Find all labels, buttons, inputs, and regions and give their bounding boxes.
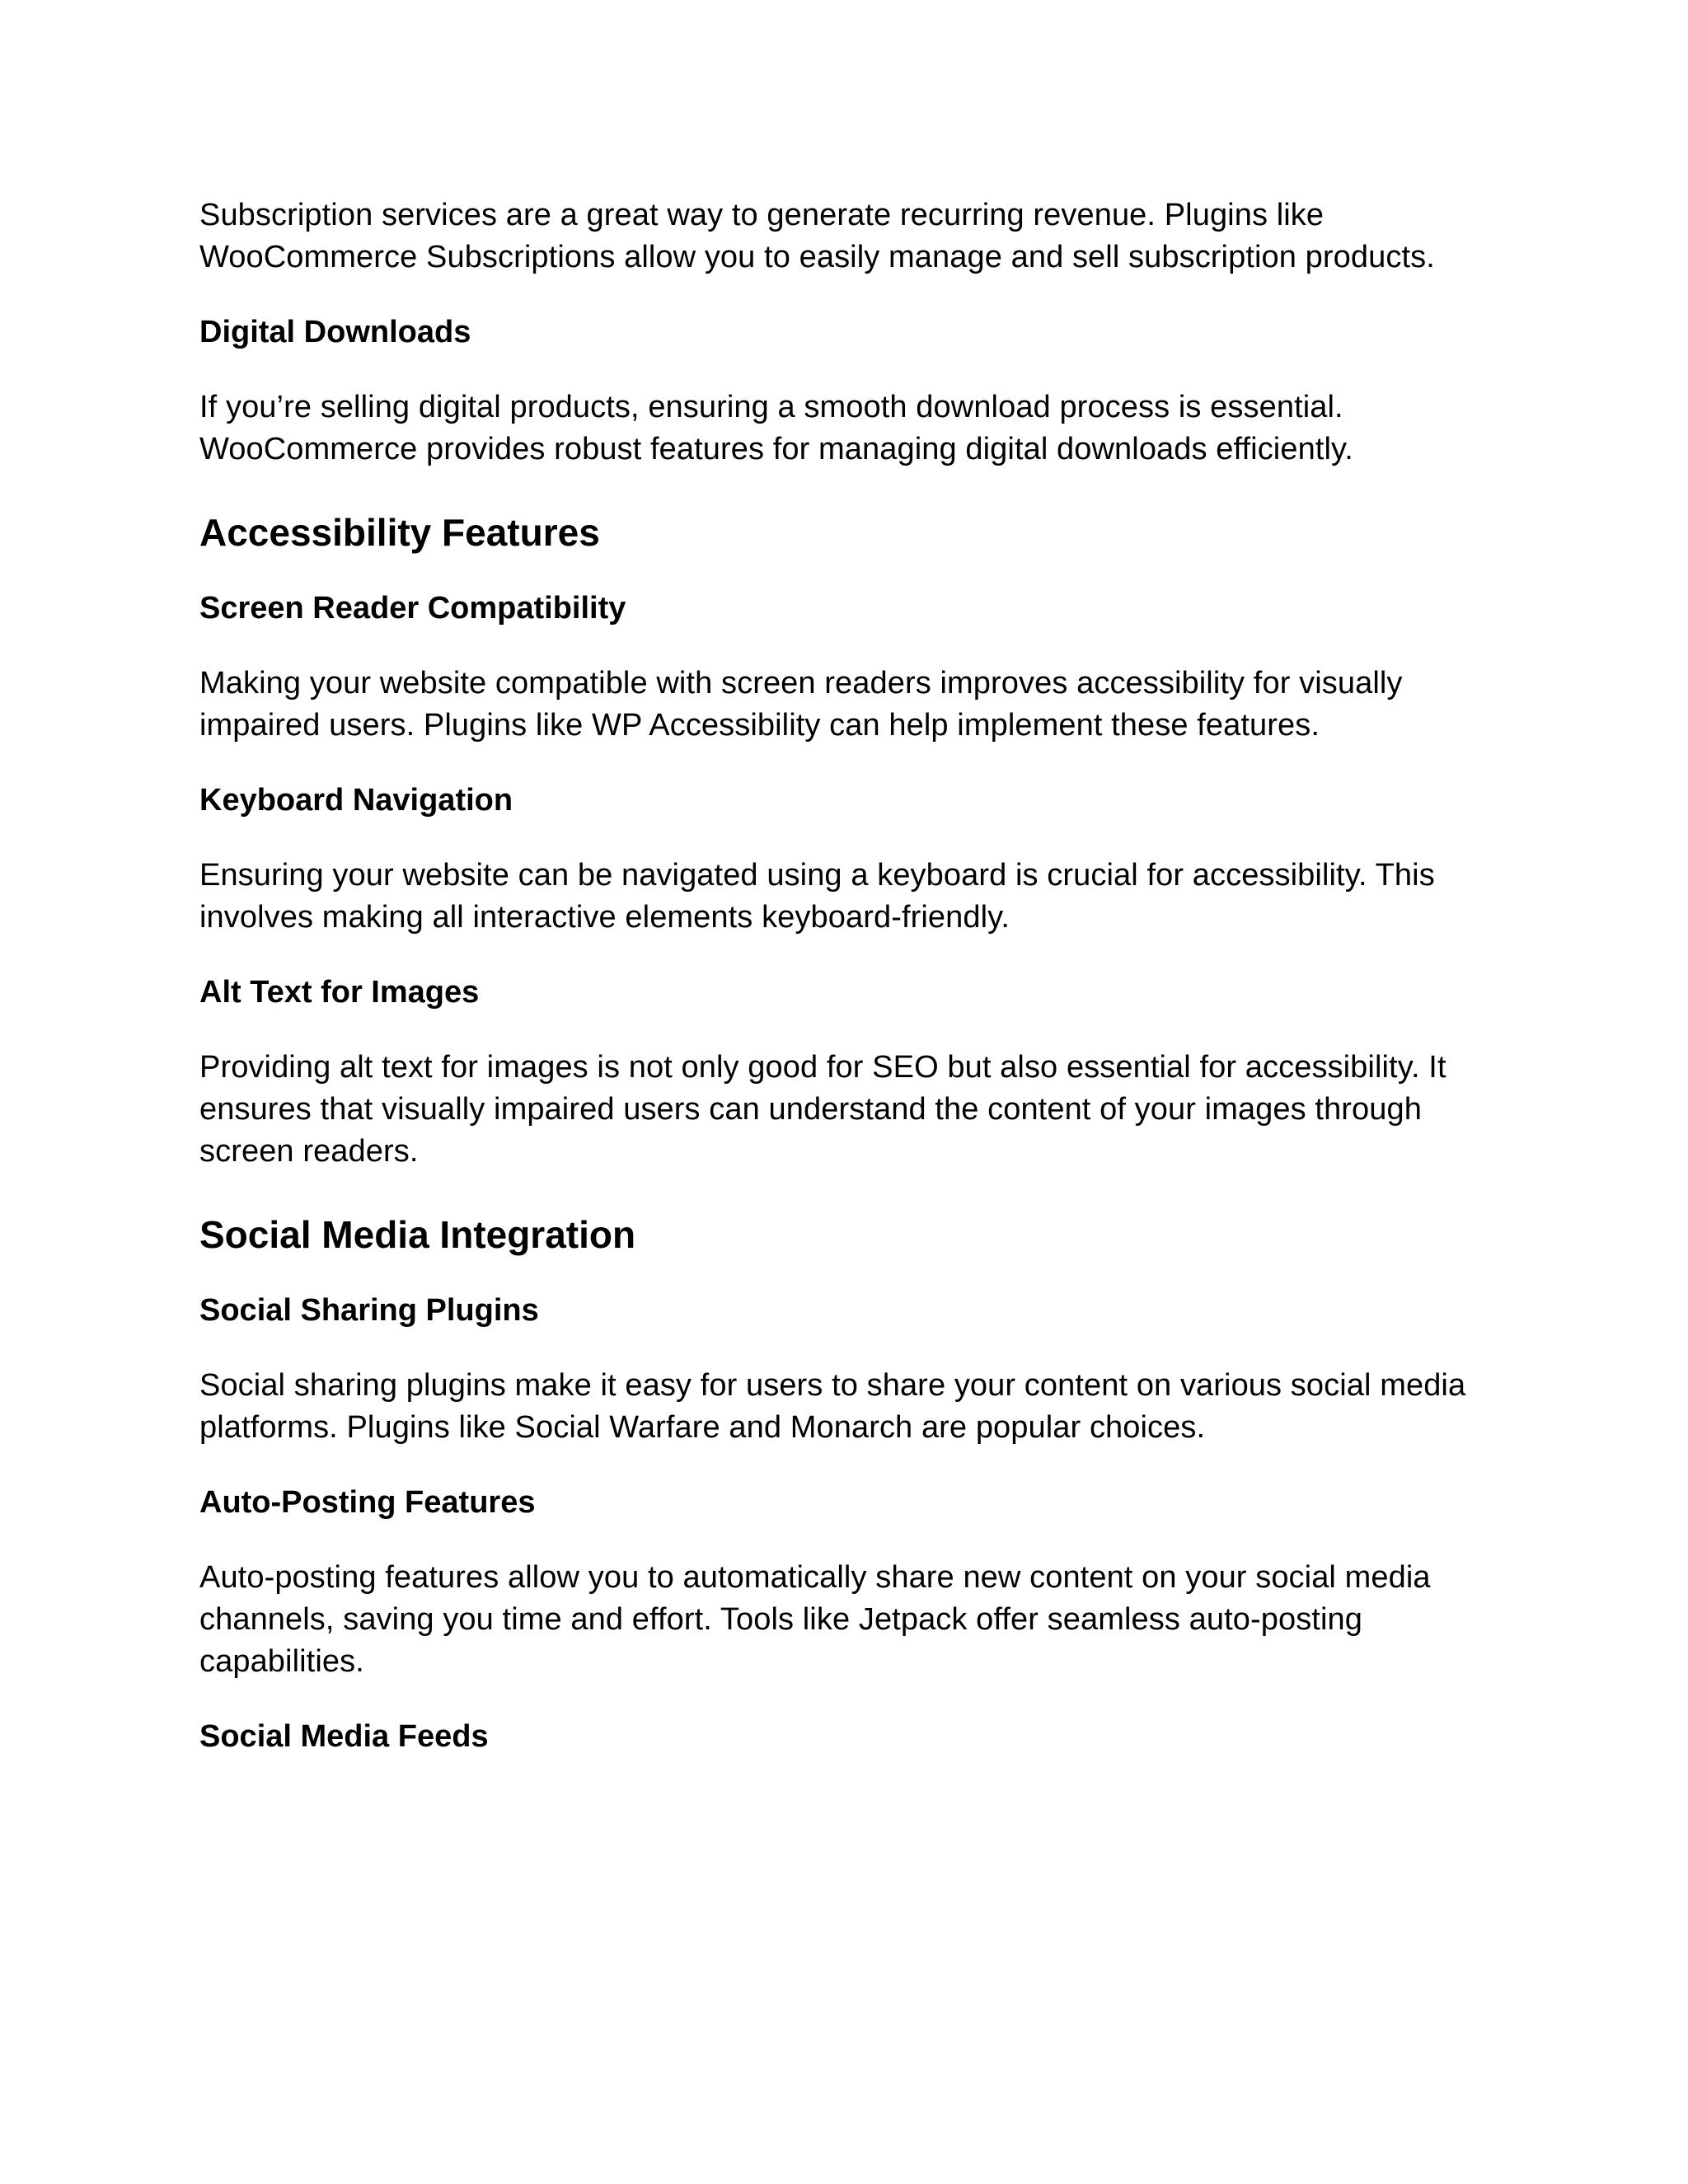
heading-social-media-feeds: Social Media Feeds (199, 1719, 489, 1754)
paragraph-screen-reader: Making your website compatible with screen readers improves accessibility for visually impaired users. Plugins like WP Accessibility can help implement these features. (199, 666, 1403, 743)
heading-social-sharing: Social Sharing Plugins (199, 1293, 539, 1328)
heading-digital-downloads: Digital Downloads (199, 315, 471, 349)
heading-auto-posting: Auto-Posting Features (199, 1485, 536, 1520)
heading-social-media-integration: Social Media Integration (199, 1213, 636, 1256)
document-page (199, 194, 1485, 1758)
heading-keyboard-navigation: Keyboard Navigation (199, 783, 513, 818)
heading-screen-reader: Screen Reader Compatibility (199, 591, 626, 626)
paragraph-social-sharing: Social sharing plugins make it easy for users to share your content on various social media platforms. Plugins like Social Warfare and Monarch are popular choices. (199, 1368, 1466, 1445)
paragraph-keyboard-navigation: Ensuring your website can be navigated using a keyboard is crucial for accessibility. This involves making all interactive elements keyboard-friendly. (199, 858, 1435, 935)
paragraph-subscriptions: Subscription services are a great way to generate recurring revenue. Plugins like WooCommerce Subscriptions allow you to easily manage and sell subscription products. (199, 198, 1435, 274)
paragraph-digital-downloads: If you’re selling digital products, ensuring a smooth download process is essential. WooCommerce provides robust features for managing digital downloads efficiently. (199, 390, 1353, 466)
heading-accessibility-features: Accessibility Features (199, 511, 600, 554)
paragraph-alt-text: Providing alt text for images is not only good for SEO but also essential for accessibility. It ensures that visually impaired users can understand the content of your images through screen readers. (199, 1050, 1447, 1169)
heading-alt-text: Alt Text for Images (199, 975, 480, 1010)
paragraph-auto-posting: Auto-posting features allow you to automatically share new content on your social media channels, saving you time and effort. Tools like Jetpack offer seamless auto-posting capabilities. (199, 1560, 1431, 1679)
